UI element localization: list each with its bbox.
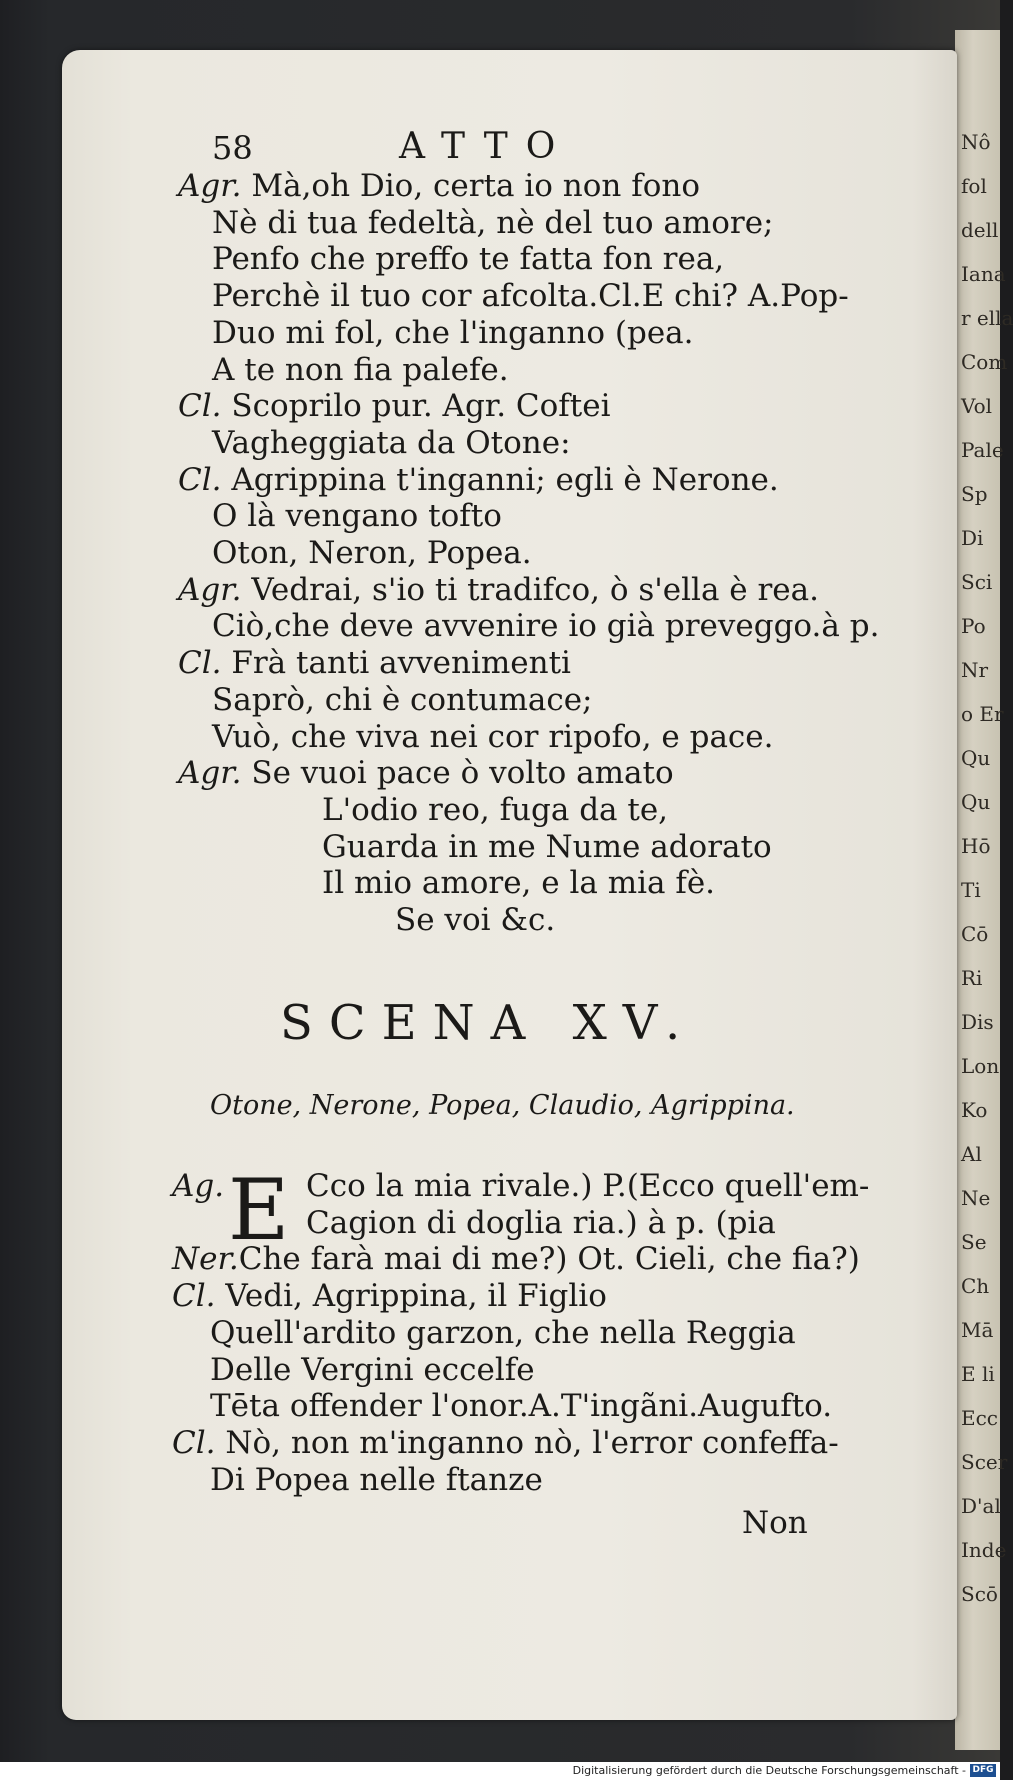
adjacent-page-fragment: Scer	[961, 1450, 1008, 1474]
adjacent-page-fragment: Hō	[961, 834, 991, 858]
main-line	[212, 278, 849, 315]
adjacent-page-fragment: Po	[961, 614, 986, 638]
speaker-label: Cl.	[178, 388, 222, 425]
footer-bar	[0, 1762, 1000, 1780]
speaker-label: Agr.	[178, 168, 242, 204]
adjacent-page-fragment: Cō	[961, 922, 989, 946]
verse-text: Perchè il tuo cor afcolta.Cl.E chi? A.Pop-	[212, 278, 849, 315]
scene-line	[210, 1462, 543, 1499]
main-line	[178, 755, 674, 792]
adjacent-page-fragment: Nr	[961, 658, 989, 682]
verse-text: A te non fia palefe.	[212, 351, 509, 388]
verse-text: Vedrai, s'io ti tradifco, ò s'ella è rea.	[241, 571, 819, 608]
scene-line	[210, 1388, 832, 1425]
main-line	[212, 682, 593, 719]
dfg-logo: DFG	[970, 1764, 996, 1777]
verse-text: Vagheggiata da Otone:	[212, 424, 571, 461]
drop-capital: E	[228, 1161, 290, 1259]
speaker-label: Cl.	[178, 645, 222, 682]
scene-line	[210, 1315, 796, 1352]
scene-line	[172, 1425, 839, 1462]
verse-text: Cagion di doglia ria.) à p. (pia	[306, 1204, 776, 1241]
verse-text: Frà tanti avvenimenti	[221, 645, 571, 682]
verse-text: O là vengano tofto	[212, 498, 502, 535]
adjacent-page-fragment: Nô	[961, 130, 991, 154]
adjacent-page-fragment: Se	[961, 1230, 987, 1254]
verse-text: Saprò, chi è contumace;	[212, 681, 593, 718]
scene-title: SCENA XV.	[280, 995, 697, 1051]
scene-characters: Otone, Nerone, Popea, Claudio, Agrippina.	[210, 1090, 795, 1121]
verse-text: Se vuoi pace ò volto amato	[241, 755, 674, 792]
speaker-label: Agr.	[178, 571, 242, 608]
speaker-label: Ner.	[172, 1241, 239, 1278]
adjacent-page-fragment: Ko	[961, 1098, 988, 1122]
adjacent-page-fragment: Sp	[961, 482, 988, 506]
adjacent-page-fragment: dell	[961, 218, 999, 242]
main-line	[212, 352, 509, 389]
adjacent-page-fragment: Qu	[961, 746, 991, 770]
scene-line	[306, 1205, 776, 1242]
footer-credit: Digitalisierung gefördert durch die Deutsche Forschungsgemeinschaft -	[572, 1764, 966, 1777]
verse-text: Che farà mai di me?) Ot. Cieli, che fia?)	[238, 1241, 860, 1278]
main-line	[212, 535, 532, 572]
main-line	[212, 315, 694, 352]
adjacent-page-fragment: E li	[961, 1362, 995, 1386]
main-line	[212, 608, 879, 645]
main-line	[178, 168, 700, 205]
verse-text: Delle Vergini eccelfe	[210, 1351, 535, 1388]
adjacent-page-fragment: Mā	[961, 1318, 994, 1342]
adjacent-page-fragment: Ne	[961, 1186, 991, 1210]
aria-line: Il mio amore, e la mia fè.	[322, 865, 716, 902]
adjacent-page-fragment: Ecc	[961, 1406, 999, 1430]
verse-text: Duo mi fol, che l'inganno (pea.	[212, 314, 694, 351]
verse-text: Vuò, che viva nei cor ripofo, e pace.	[212, 718, 774, 755]
adjacent-page-fragment: Ti	[961, 878, 981, 902]
main-line	[178, 388, 610, 425]
adjacent-page-fragment: Al	[961, 1142, 982, 1166]
verse-text: Mà,oh Dio, certa io non fono	[241, 168, 701, 204]
speaker-label: Cl.	[172, 1424, 216, 1461]
verse-text: Vedi, Agrippina, il Figlio	[215, 1278, 607, 1315]
adjacent-page-fragment: Sci	[961, 570, 993, 594]
scene-line	[172, 1278, 607, 1315]
verse-text: Agrippina t'inganni; egli è Nerone.	[221, 461, 779, 498]
speaker-label: Cl.	[172, 1278, 216, 1315]
running-header: ATTO	[399, 126, 574, 167]
main-line	[212, 241, 724, 278]
main-line	[212, 205, 773, 242]
catchword: Non	[742, 1505, 808, 1541]
adjacent-page-fragment: Di	[961, 526, 984, 550]
verse-text: Scoprilo pur. Agr. Coftei	[221, 388, 611, 425]
adjacent-page-fragment: Qu	[961, 790, 991, 814]
aria-line: L'odio reo, fuga da te,	[322, 791, 669, 828]
aria-line: Guarda in me Nume adorato	[322, 828, 772, 865]
adjacent-page-fragment: Scō	[961, 1582, 998, 1606]
verse-text: Tēta offender l'onor.A.T'ingãni.Augufto.	[210, 1388, 833, 1425]
verse-text: Cco la mia rivale.) P.(Ecco quell'em-	[306, 1168, 870, 1204]
adjacent-page-fragment: D'al	[961, 1494, 1001, 1518]
adjacent-page-fragment: Lon	[961, 1054, 1000, 1078]
adjacent-page-fragment: Vol	[961, 394, 993, 418]
verse-text: Ciò,che deve avvenire io già preveggo.à p.	[212, 608, 880, 645]
adjacent-page-fragment: Ch	[961, 1274, 990, 1298]
main-line	[212, 498, 502, 535]
page-number: 58	[212, 129, 253, 167]
speaker-label: Agr.	[178, 755, 242, 792]
verse-text: Nò, non m'inganno nò, l'error confeffa-	[215, 1424, 839, 1461]
verse-text: Di Popea nelle ftanze	[210, 1461, 543, 1498]
adjacent-page-fragment: o Er	[961, 702, 1004, 726]
scene-line	[172, 1241, 860, 1278]
adjacent-page-edge	[955, 30, 1013, 1750]
main-line	[212, 719, 774, 756]
adjacent-page-fragment: Pale	[961, 438, 1004, 462]
scene-line	[210, 1352, 535, 1389]
aria-line: Se voi &c.	[395, 902, 556, 938]
adjacent-page-fragment: Iana	[961, 262, 1006, 286]
main-line	[212, 425, 571, 462]
adjacent-page-fragment: Inde	[961, 1538, 1007, 1562]
main-line	[178, 645, 571, 682]
verse-text: Quell'ardito garzon, che nella Reggia	[210, 1314, 796, 1351]
speaker-label: Ag.	[172, 1168, 225, 1204]
main-line	[178, 462, 779, 499]
verse-text: Nè di tua fedeltà, nè del tuo amore;	[212, 204, 774, 241]
adjacent-page-fragment: r ella	[961, 306, 1013, 330]
adjacent-page-fragment: Dis	[961, 1010, 994, 1034]
speaker-label: Cl.	[178, 461, 222, 498]
main-line	[178, 572, 819, 609]
verse-text: Penfo che preffo te fatta fon rea,	[212, 241, 725, 278]
adjacent-page-fragment: Ri	[961, 966, 983, 990]
verse-text: Oton, Neron, Popea.	[212, 535, 532, 571]
adjacent-page-fragment: fol	[961, 174, 987, 198]
adjacent-page-fragment: Com	[961, 350, 1008, 374]
